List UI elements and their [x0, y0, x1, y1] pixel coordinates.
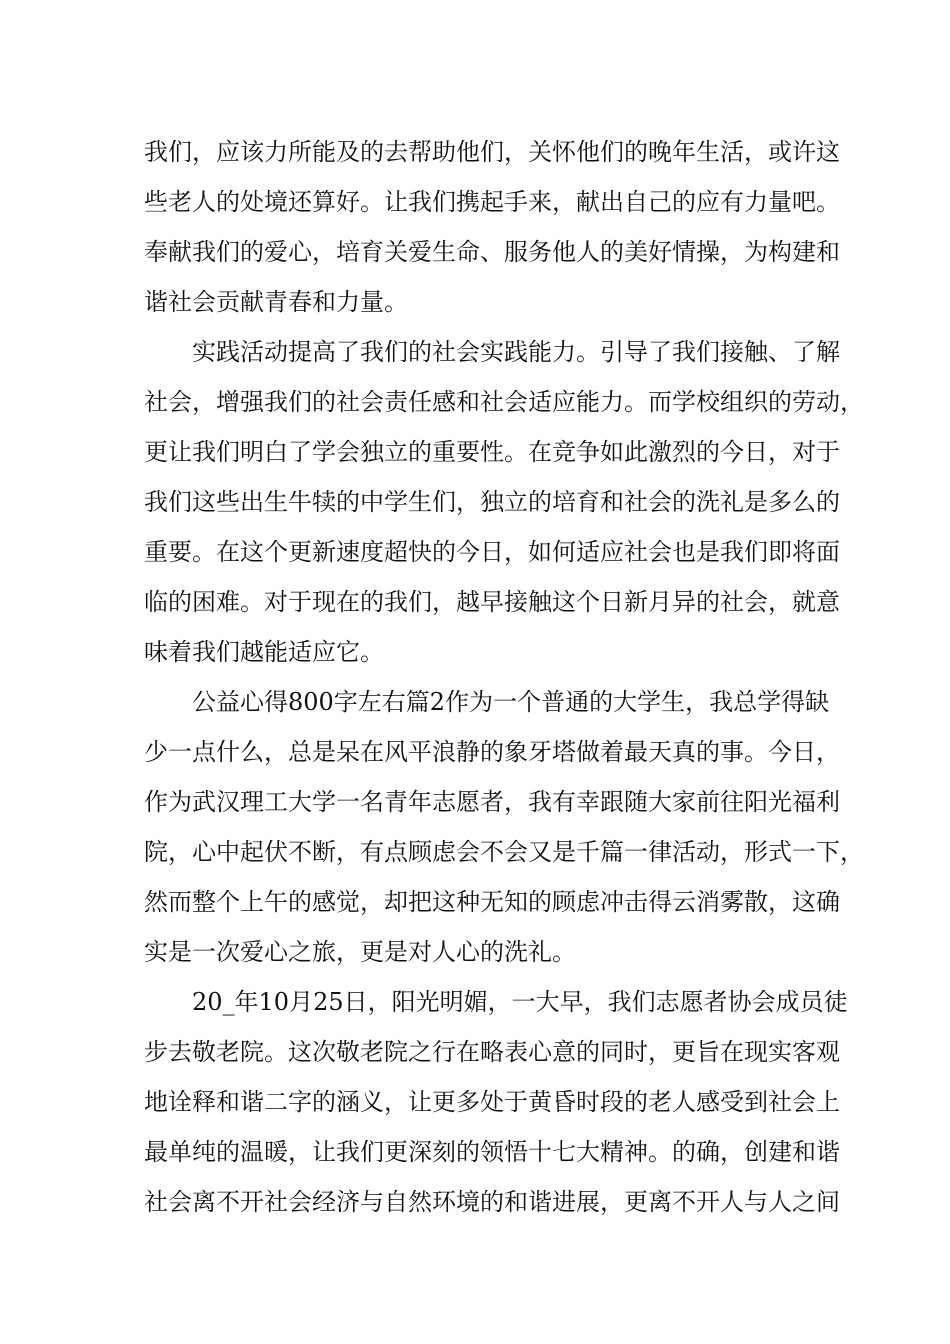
text-line: 地诠释和谐二字的涵义，让更多处于黄昏时段的老人感受到社会上 [144, 1088, 840, 1116]
text-line: 作为武汉理工大学一名青年志愿者，我有幸跟随大家前往阳光福利 [144, 788, 840, 816]
text-line: 我们这些出生牛犊的中学生们，独立的培育和社会的洗礼是多么的 [144, 488, 840, 516]
text-line: 谐社会贡献青春和力量。 [144, 288, 408, 316]
text-line: 味着我们越能适应它。 [144, 638, 384, 666]
text-line: 临的困难。对于现在的我们，越早接触这个日新月异的社会，就意 [144, 588, 840, 616]
text-line: 些老人的处境还算好。让我们携起手来，献出自己的应有力量吧。 [144, 188, 840, 216]
text-line: 院，心中起伏不断，有点顾虑会不会又是千篇一律活动，形式一下， [144, 838, 864, 866]
paragraph-first-line: 实践活动提高了我们的社会实践能力。引导了我们接触、了解 [192, 338, 840, 366]
text-line: 少一点什么，总是呆在风平浪静的象牙塔做着最天真的事。今日， [144, 738, 840, 766]
paragraph-first-line: 20_年10月25日，阳光明媚，一大早，我们志愿者协会成员徒 [192, 988, 848, 1016]
text-line: 实是一次爱心之旅，更是对人心的洗礼。 [144, 938, 576, 966]
text-line: 然而整个上午的感觉，却把这种无知的顾虑冲击得云消雾散，这确 [144, 888, 840, 916]
text-line: 最单纯的温暖，让我们更深刻的领悟十七大精神。的确，创建和谐 [144, 1138, 840, 1166]
text-line: 更让我们明白了学会独立的重要性。在竞争如此激烈的今日，对于 [144, 438, 840, 466]
text-line: 我们，应该力所能及的去帮助他们，关怀他们的晚年生活，或许这 [144, 138, 840, 166]
text-line: 奉献我们的爱心，培育关爱生命、服务他人的美好情操，为构建和 [144, 238, 840, 266]
text-line: 社会离不开社会经济与自然环境的和谐进展，更离不开人与人之间 [144, 1188, 840, 1216]
paragraph-first-line: 公益心得800字左右篇2作为一个普通的大学生，我总学得缺 [192, 688, 830, 716]
text-line: 步去敬老院。这次敬老院之行在略表心意的同时，更旨在现实客观 [144, 1038, 840, 1066]
text-line: 社会，增强我们的社会责任感和社会适应能力。而学校组织的劳动， [144, 388, 864, 416]
text-line: 重要。在这个更新速度超快的今日，如何适应社会也是我们即将面 [144, 538, 840, 566]
